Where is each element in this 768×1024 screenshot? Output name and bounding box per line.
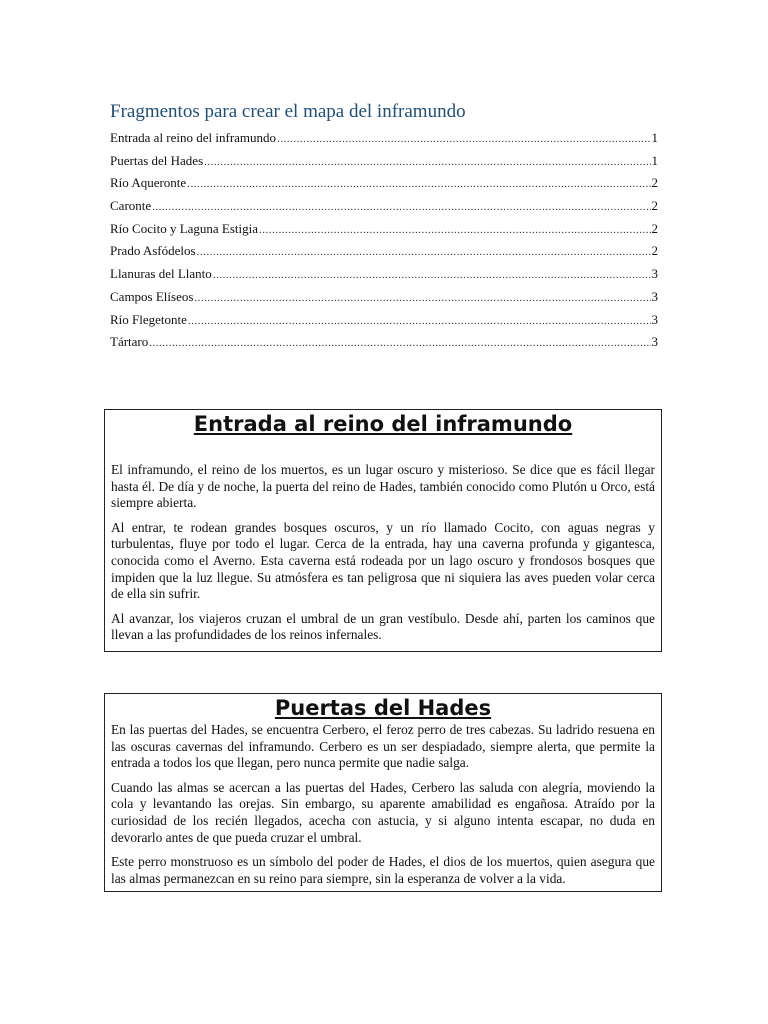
toc-entry-page: 1	[651, 130, 658, 145]
toc-entry-label: Río Cocito y Laguna Estigia	[110, 220, 259, 236]
toc-entry-page: 2	[651, 243, 658, 259]
toc-entry-label: Río Flegetonte	[110, 311, 187, 327]
toc-entry[interactable]	[110, 331, 658, 354]
section-paragraph: Cuando las almas se acercan a las puertas del Hades, Cerbero las saluda con alegría, moviendo la cola y levantando las orejas. Sin embargo, su aparente amabilidad es engañosa. Atraído por la curiosidad de los recién llegados, acecha con astucia, y si alguno intenta escapar, no duda en devorarlo antes de que pueda cruzar el umbral.	[111, 779, 655, 845]
toc-entry[interactable]	[110, 263, 658, 286]
toc-entry[interactable]	[110, 195, 658, 218]
section-heading: Entrada al reino del inframundo	[193, 412, 573, 436]
toc-leader-dots	[188, 310, 651, 333]
toc-entry-label: Llanuras del Llanto	[110, 266, 212, 282]
toc-title: Fragmentos para crear el mapa del inframundo	[110, 101, 466, 122]
toc-leader-dots	[259, 219, 650, 242]
section-puertas	[104, 693, 662, 892]
toc-leader-dots	[194, 287, 650, 310]
toc-entry-label: Puertas del Hades	[110, 152, 204, 168]
toc-entry[interactable]	[110, 127, 658, 150]
toc-entry-page: 2	[651, 220, 658, 236]
toc-entry-label: Campos Elíseos	[110, 288, 194, 304]
section-paragraph: Este perro monstruoso es un símbolo del poder de Hades, el dios de los muertos, quien asegura que las almas permanezcan en su reino para siempre, sin la esperanza de volver a la vida.	[111, 854, 655, 886]
toc-entry[interactable]	[110, 240, 658, 263]
toc-entry-page: 1	[651, 152, 658, 168]
toc-leader-dots	[152, 196, 650, 219]
section-entrada	[104, 409, 662, 652]
toc-entry-label: Entrada al reino del inframundo	[110, 130, 277, 145]
section-paragraph: Al entrar, te rodean grandes bosques oscuros, y un río llamado Cocito, con aguas negras y turbulentas, fluye por todo el lugar. Cerca de la entrada, hay una caverna profunda y gigantesca, conocida como el Averno. Esta caverna está rodeada por un lago oscuro y frondosos bosques que impiden que la luz llegue. Su atmósfera es tan peligrosa que ni siquiera las aves pueden volar cerca de ella sin sufrir.	[111, 519, 655, 602]
toc-leader-dots	[213, 264, 651, 287]
section-heading: Puertas del Hades	[274, 696, 492, 720]
toc-entry[interactable]	[110, 150, 658, 173]
table-of-contents	[110, 99, 658, 354]
section-paragraph: El inframundo, el reino de los muertos, es un lugar oscuro y misterioso. Se dice que es fácil llegar hasta él. De día y de noche, la puerta del reino de Hades, también conocido como Plutón u Orco, está siempre abierta.	[111, 462, 655, 511]
toc-entry-page: 3	[651, 311, 658, 327]
toc-leader-dots	[204, 151, 650, 174]
toc-entry-page: 3	[651, 288, 658, 304]
toc-entry-label: Prado Asfódelos	[110, 243, 196, 259]
toc-entry-page: 3	[651, 266, 658, 282]
toc-entry-label: Río Aqueronte	[110, 175, 187, 191]
toc-entry-label: Tártaro	[110, 334, 149, 350]
toc-entry[interactable]	[110, 309, 658, 332]
toc-entry-page: 2	[651, 198, 658, 214]
toc-entry[interactable]	[110, 286, 658, 309]
toc-leader-dots	[277, 128, 650, 151]
toc-leader-dots	[197, 241, 651, 264]
section-paragraph: En las puertas del Hades, se encuentra Cerbero, el feroz perro de tres cabezas. Su ladrido resuena en las oscuras cavernas del inframundo. Cerbero es un ser despiadado, siempre alerta, que permite la entrada a todos los que llegan, pero nunca permite que nadie salga.	[111, 722, 655, 771]
toc-entry[interactable]	[110, 218, 658, 241]
section-paragraph: Al avanzar, los viajeros cruzan el umbral de un gran vestíbulo. Desde ahí, parten los caminos que llevan a las profundidades de los reinos infernales.	[111, 610, 655, 643]
toc-leader-dots	[187, 173, 650, 196]
toc-entry-label: Caronte	[110, 198, 152, 214]
toc-entry[interactable]	[110, 172, 658, 195]
toc-leader-dots	[149, 332, 650, 355]
toc-entry-page: 3	[651, 334, 658, 350]
toc-entry-page: 2	[651, 175, 658, 191]
